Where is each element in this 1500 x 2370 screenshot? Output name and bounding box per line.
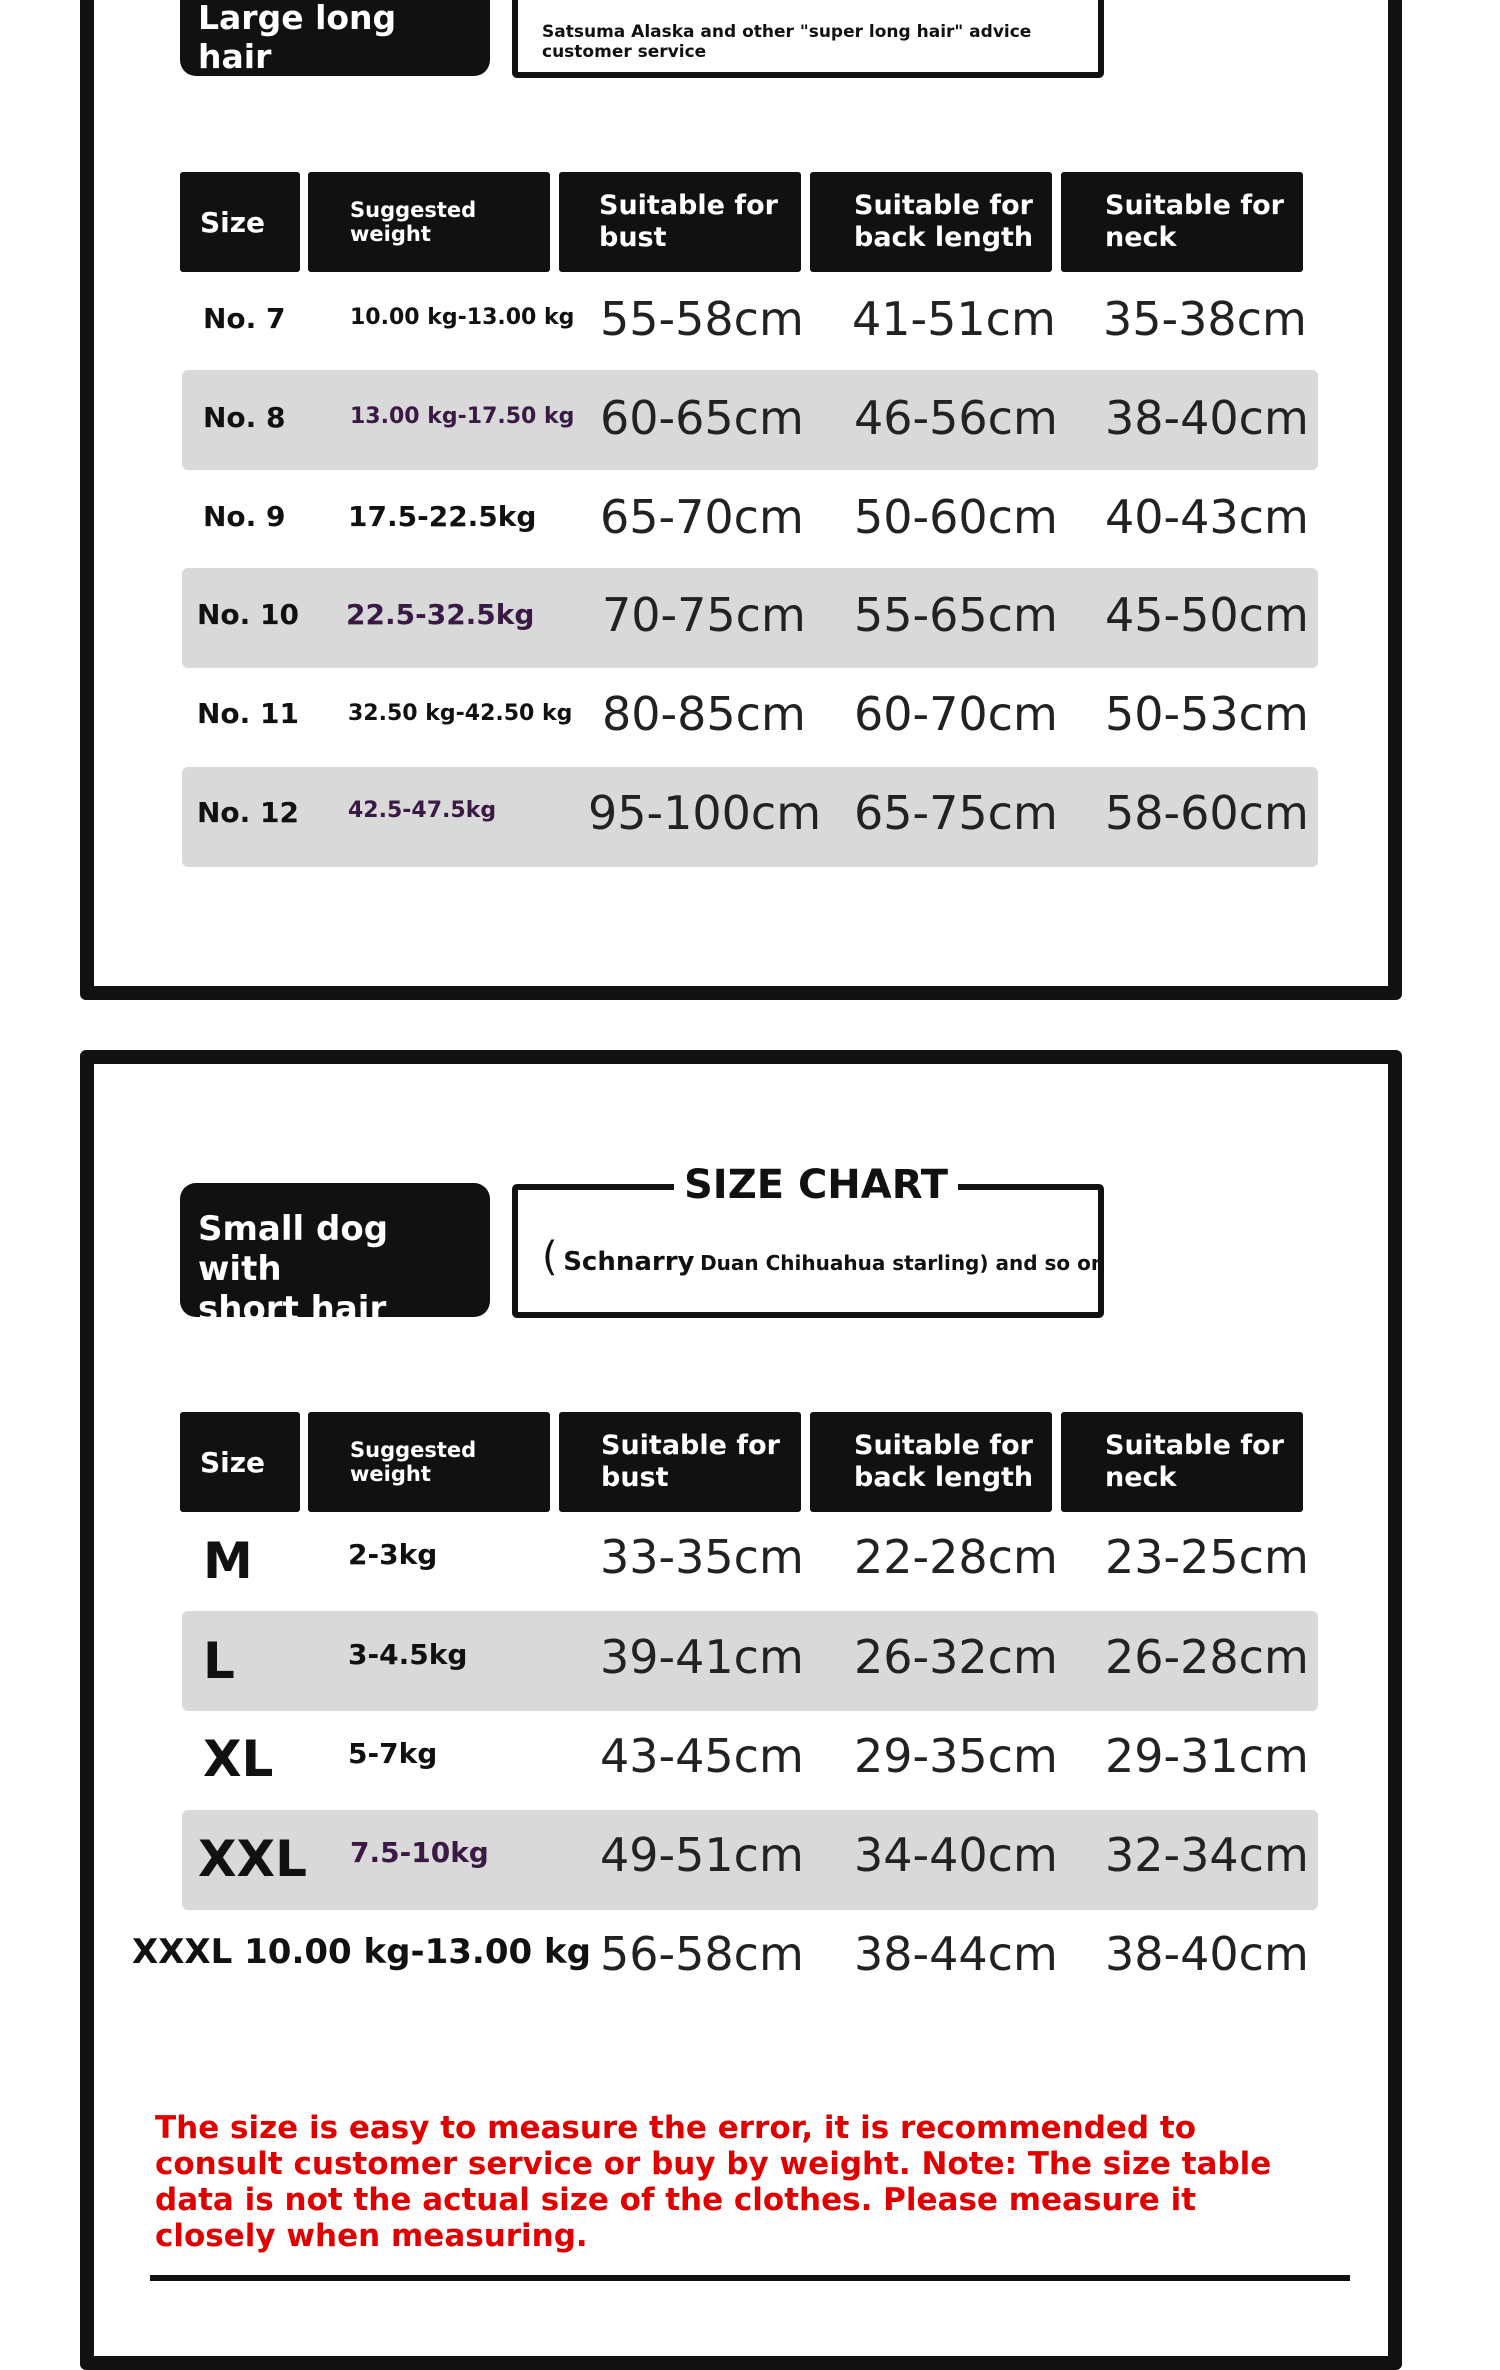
bust-cell: 56-58cm (600, 1927, 804, 1981)
weight-cell: 10.00 kg-13.00 kg (350, 305, 575, 330)
neck-cell: 40-43cm (1105, 490, 1309, 544)
breed-rest: Duan Chihuahua starling) and so on (700, 1251, 1106, 1275)
header-neck (1061, 1412, 1303, 1512)
size-weight-cell: XXXL 10.00 kg-13.00 kg (132, 1932, 591, 1972)
neck-cell: 23-25cm (1105, 1530, 1309, 1584)
breeds-text (542, 1234, 1105, 1280)
bust-cell: 95-100cm (588, 786, 822, 840)
size-cell: XL (203, 1730, 274, 1788)
weight-cell: 22.5-32.5kg (346, 598, 535, 631)
neck-cell: 58-60cm (1105, 786, 1309, 840)
back-cell: 22-28cm (854, 1530, 1058, 1584)
size-cell: No. 7 (203, 302, 286, 335)
header-bust (559, 1412, 801, 1512)
weight-cell: 17.5-22.5kg (348, 500, 537, 533)
back-cell: 65-75cm (854, 786, 1058, 840)
header-text: Suitable for neck (1105, 190, 1284, 253)
weight-cell: 7.5-10kg (350, 1836, 489, 1869)
weight-cell: 32.50 kg-42.50 kg (348, 701, 573, 726)
paren-text: ( (542, 1234, 558, 1280)
weight-cell: 5-7kg (348, 1737, 438, 1770)
bust-cell: 55-58cm (600, 292, 804, 346)
bust-cell: 80-85cm (602, 687, 806, 741)
measurement-note: The size is easy to measure the error, it is recommended to consult customer service or buy by weight. Note: The size table data is not the actual size of the clothes. Please measure it closely when measuring. (155, 2110, 1272, 2254)
neck-cell: 50-53cm (1105, 687, 1309, 741)
header-size (180, 1412, 300, 1512)
header-weight (308, 1412, 550, 1512)
neck-cell: 38-40cm (1105, 391, 1309, 445)
bust-cell: 70-75cm (602, 588, 806, 642)
back-cell: 41-51cm (852, 292, 1056, 346)
size-cell: M (203, 1532, 253, 1590)
label-text: short hair (198, 1289, 387, 1329)
small-dog-label (180, 1183, 490, 1329)
bust-cell: 33-35cm (600, 1530, 804, 1584)
weight-cell: 42.5-47.5kg (348, 798, 497, 823)
neck-cell: 29-31cm (1105, 1729, 1309, 1783)
large-long-hair-label (180, 0, 490, 76)
neck-cell: 26-28cm (1105, 1630, 1309, 1684)
header-text: Suggested weight (350, 198, 477, 246)
header-text: Size (200, 205, 266, 239)
bust-cell: 65-70cm (600, 490, 804, 544)
weight-cell: 3-4.5kg (348, 1638, 468, 1671)
label-text: Small dog with (198, 1209, 389, 1289)
header-text: Suitable for bust (601, 1430, 780, 1493)
size-cell: No. 8 (203, 401, 286, 434)
header-size (180, 172, 300, 272)
large-advice-box (512, 0, 1104, 78)
size-cell: No. 11 (197, 697, 300, 730)
size-cell: No. 12 (197, 796, 300, 829)
bust-cell: 60-65cm (600, 391, 804, 445)
size-chart-box (512, 1162, 1106, 1318)
bust-cell: 49-51cm (600, 1828, 804, 1882)
header-text: Size (200, 1445, 266, 1479)
bust-cell: 43-45cm (600, 1729, 804, 1783)
advice-text: Satsuma Alaska and other "super long hair" advice customer service (542, 22, 1032, 62)
header-text: Suggested weight (350, 1438, 477, 1486)
header-text: Suitable for back length (854, 1430, 1034, 1493)
back-cell: 50-60cm (854, 490, 1058, 544)
size-cell: XXL (198, 1830, 307, 1888)
weight-cell: 2-3kg (348, 1538, 438, 1571)
neck-cell: 32-34cm (1105, 1828, 1309, 1882)
header-text: Suitable for neck (1105, 1430, 1284, 1493)
header-back-length (810, 1412, 1052, 1512)
bust-cell: 39-41cm (600, 1630, 804, 1684)
back-cell: 46-56cm (854, 391, 1058, 445)
back-cell: 26-32cm (854, 1630, 1058, 1684)
neck-cell: 38-40cm (1105, 1927, 1309, 1981)
size-cell: No. 9 (203, 500, 286, 533)
size-cell: No. 10 (197, 598, 300, 631)
divider (150, 2275, 1350, 2281)
header-bust (559, 172, 801, 272)
weight-cell: 13.00 kg-17.50 kg (350, 404, 575, 429)
breed-name: Schnarry (563, 1247, 695, 1277)
size-cell: L (203, 1632, 235, 1690)
back-cell: 38-44cm (854, 1927, 1058, 1981)
back-cell: 34-40cm (854, 1828, 1058, 1882)
header-text: Suitable for back length (854, 190, 1034, 253)
back-cell: 60-70cm (854, 687, 1058, 741)
back-cell: 29-35cm (854, 1729, 1058, 1783)
header-neck (1061, 172, 1303, 272)
header-text: Suitable for bust (599, 190, 778, 253)
header-weight (308, 172, 550, 272)
label-text: Large long hair (198, 0, 397, 76)
back-cell: 55-65cm (854, 588, 1058, 642)
neck-cell: 35-38cm (1103, 292, 1307, 346)
neck-cell: 45-50cm (1105, 588, 1309, 642)
size-chart-title: SIZE CHART (674, 1162, 958, 1208)
header-back-length (810, 172, 1052, 272)
